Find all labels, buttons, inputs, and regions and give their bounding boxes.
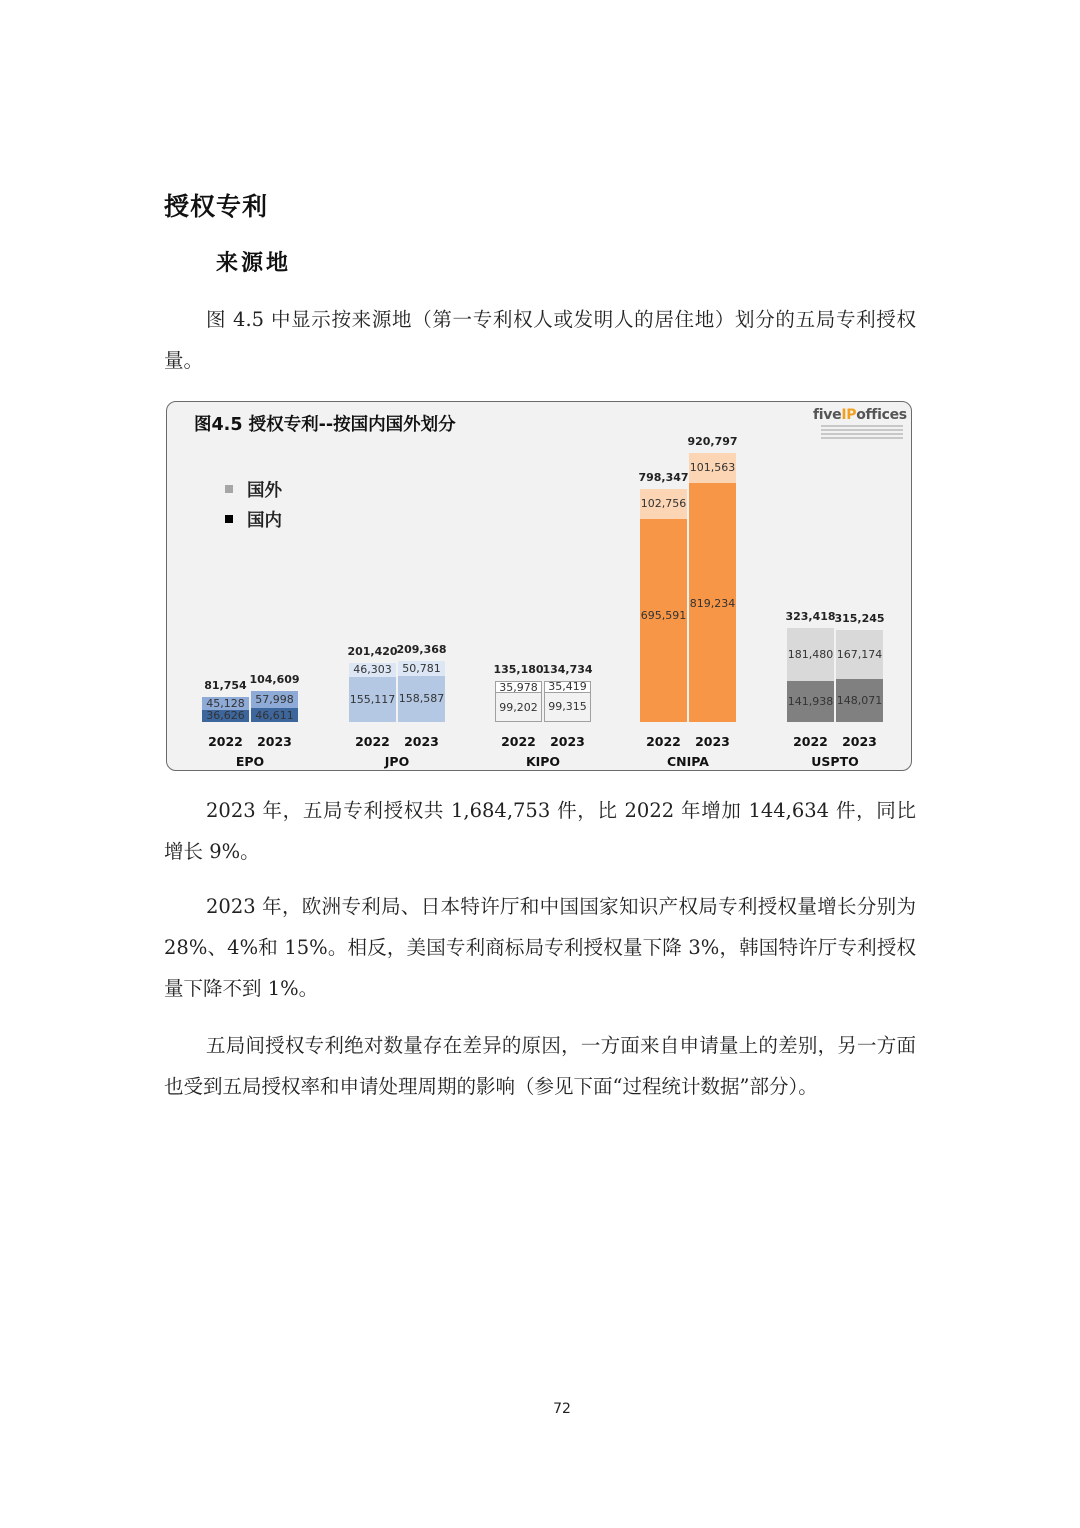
year-axis-label: 2022 <box>208 734 243 749</box>
paragraph-1: 2023 年，五局专利授权共 1,684,753 件，比 2022 年增加 144,634 件，同比增长 9%。 <box>164 799 916 863</box>
fiveipoffices-logo <box>813 407 907 441</box>
segment-domestic: 99,202 <box>495 693 542 722</box>
segment-foreign: 57,998 <box>251 691 298 708</box>
bar-total-label: 104,609 <box>249 673 300 687</box>
year-axis-label: 2023 <box>695 734 730 749</box>
bar-jpo-2023 <box>398 661 445 722</box>
bar-total-label: 135,180 <box>493 663 544 677</box>
paragraph-3: 五局间授权专利绝对数量存在差异的原因，一方面来自申请量上的差别，另一方面也受到五局授权率和申请处理周期的影响（参见下面“过程统计数据”部分）。 <box>164 1034 916 1098</box>
office-axis-label: EPO <box>235 754 265 769</box>
segment-domestic: 148,071 <box>836 679 883 722</box>
bar-jpo-2022 <box>349 663 396 722</box>
segment-foreign: 50,781 <box>398 661 445 676</box>
segment-foreign: 167,174 <box>836 630 883 679</box>
year-axis-label: 2022 <box>501 734 536 749</box>
bar-cnipa-2023 <box>689 453 736 722</box>
bar-total-label: 798,347 <box>638 470 689 484</box>
bar-total-label: 209,368 <box>396 642 447 656</box>
segment-domestic: 819,234 <box>689 483 736 722</box>
year-axis-label: 2023 <box>842 734 877 749</box>
legend-swatch-domestic-icon <box>225 515 233 523</box>
segment-foreign: 181,480 <box>787 628 834 681</box>
page-number: 72 <box>553 1401 571 1417</box>
year-axis-label: 2022 <box>355 734 390 749</box>
segment-foreign: 45,128 <box>202 697 249 710</box>
segment-domestic: 695,591 <box>640 519 687 722</box>
segment-foreign: 102,756 <box>640 489 687 519</box>
segment-foreign: 46,303 <box>349 663 396 677</box>
segment-domestic: 36,626 <box>202 710 249 722</box>
segment-domestic: 158,587 <box>398 676 445 722</box>
bar-cnipa-2022 <box>640 489 687 722</box>
intro-paragraph: 图 4.5 中显示按来源地（第一专利权人或发明人的居住地）划分的五局专利授权量。 <box>164 308 916 372</box>
year-axis-label: 2023 <box>550 734 585 749</box>
bar-kipo-2022 <box>495 681 542 722</box>
segment-domestic: 99,315 <box>544 693 591 722</box>
section-heading: 授权专利 <box>164 192 269 221</box>
chart-title: 图4.5 授权专利--按国内国外划分 <box>194 415 456 435</box>
bar-uspto-2022 <box>787 628 834 722</box>
year-axis-label: 2022 <box>646 734 681 749</box>
logo-wordmark: fiveIPoffices <box>813 407 907 423</box>
bar-total-label: 920,797 <box>687 435 738 448</box>
figure-4-5-chart <box>166 401 912 771</box>
subsection-heading: 来源地 <box>216 250 292 276</box>
bar-total-label: 323,418 <box>785 609 836 623</box>
segment-domestic: 155,117 <box>349 677 396 722</box>
bar-total-label: 134,734 <box>542 662 593 676</box>
year-axis-label: 2023 <box>257 734 292 749</box>
year-axis-label: 2023 <box>404 734 439 749</box>
paragraph-2: 2023 年，欧洲专利局、日本特许厅和中国国家知识产权局专利授权量增长分别为 28%、4%和 15%。相反，美国专利商标局专利授权量下降 3%，韩国特许厅专利授权量下降不到 1%。 <box>164 895 916 1000</box>
legend-item-foreign <box>225 474 282 504</box>
office-axis-label: JPO <box>384 754 410 769</box>
office-axis-label: USPTO <box>811 754 859 769</box>
bar-total-label: 315,245 <box>834 611 885 625</box>
bar-total-label: 201,420 <box>347 645 398 659</box>
office-axis-label: KIPO <box>525 754 561 769</box>
segment-domestic: 141,938 <box>787 681 834 722</box>
bar-epo-2023 <box>251 691 298 722</box>
office-axis-label: CNIPA <box>667 754 709 769</box>
segment-foreign: 101,563 <box>689 453 736 483</box>
segment-domestic: 46,611 <box>251 708 298 722</box>
year-axis-label: 2022 <box>793 734 828 749</box>
legend-label-foreign: 国外 <box>247 480 282 501</box>
bar-kipo-2023 <box>544 681 591 722</box>
segment-foreign: 35,419 <box>544 681 591 693</box>
segment-foreign: 35,978 <box>495 681 542 693</box>
bar-epo-2022 <box>202 697 249 722</box>
chart-legend <box>225 474 282 534</box>
legend-item-domestic <box>225 504 282 534</box>
legend-swatch-foreign-icon <box>225 485 233 493</box>
logo-subtitle-lines <box>813 425 903 439</box>
legend-label-domestic: 国内 <box>247 510 282 531</box>
bar-total-label: 81,754 <box>204 678 247 692</box>
bar-uspto-2023 <box>836 630 883 722</box>
